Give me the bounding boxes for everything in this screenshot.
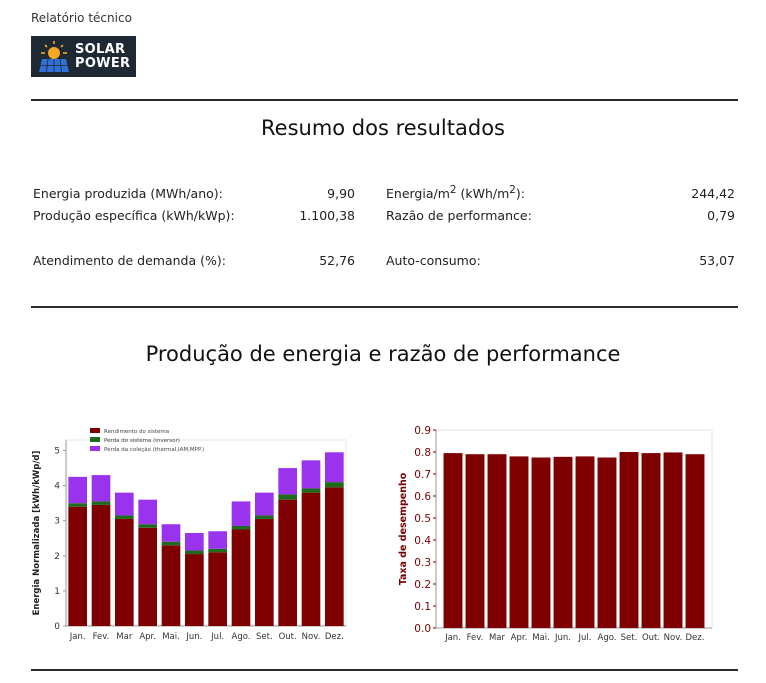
legend-swatch [90, 428, 100, 433]
x-tick-label: Nov. [663, 633, 683, 642]
legend-entry: Perda da coleção (thermal,IAM,MPP.) [104, 447, 205, 453]
bar-segment-3 [162, 524, 181, 542]
y-tick-label: 0.7 [414, 469, 431, 481]
x-tick-label: Ago. [597, 633, 617, 642]
divider [31, 99, 738, 101]
y-tick-label: 0.5 [414, 513, 431, 525]
bar [664, 452, 683, 628]
logo-wordmark: SOLAR POWER [75, 42, 131, 71]
specific-production-value: 1.100,38 [299, 208, 355, 223]
bar-segment-2 [92, 501, 111, 505]
x-tick-label: Mar [488, 633, 506, 642]
y-tick-label: 0.0 [414, 623, 431, 635]
bar-segment-3 [255, 493, 274, 516]
x-tick-label: Dez. [324, 632, 344, 642]
bar [444, 453, 463, 628]
energy-produced-label: Energia produzida (MWh/ano): [33, 186, 223, 201]
bar-segment-2 [115, 515, 134, 519]
y-tick-label: 3 [54, 516, 60, 527]
x-tick-label: Ago. [231, 632, 251, 642]
bar-segment-3 [115, 493, 134, 516]
performance-ratio-label: Razão de performance: [386, 208, 532, 223]
y-tick-label: 4 [54, 481, 60, 492]
x-tick-label: Out. [278, 632, 297, 642]
legend-entry: Rendimento do sistema [104, 429, 170, 435]
y-tick-label: 0.3 [414, 557, 431, 569]
x-tick-label: Set. [255, 632, 273, 642]
bar [620, 452, 639, 628]
bar-segment-3 [208, 531, 227, 549]
y-axis-label: Taxa de desempenho [398, 472, 409, 586]
bar-segment-2 [138, 524, 157, 528]
divider [31, 669, 738, 671]
bar [554, 457, 573, 628]
bar-segment-1 [325, 487, 344, 626]
solar-power-logo [31, 36, 136, 77]
y-tick-label: 0 [54, 622, 60, 632]
bar [488, 454, 507, 628]
energy-per-m2-label: Energia/$m^2$ $(kWh/m^2)$: [386, 184, 525, 202]
demand-coverage-value: 52,76 [319, 253, 355, 268]
specific-production-label: Produção específica (kWh/kWp): [33, 208, 235, 223]
bar-segment-2 [278, 494, 297, 499]
y-tick-label: 2 [54, 551, 60, 562]
bar-segment-1 [92, 505, 111, 626]
legend-swatch [90, 446, 100, 451]
demand-coverage-label: Atendimento de demanda (%): [33, 253, 226, 268]
legend-swatch [90, 437, 100, 442]
y-tick-label: 0.2 [414, 579, 431, 591]
x-tick-label: Jul. [211, 632, 225, 642]
bar-segment-2 [185, 551, 204, 555]
bar-segment-1 [232, 529, 251, 626]
bar-segment-3 [278, 468, 297, 494]
bar-segment-1 [278, 500, 297, 626]
energy-production-chart [28, 420, 358, 642]
bar-segment-1 [255, 519, 274, 626]
x-tick-label: Fev. [466, 633, 484, 642]
x-tick-label: Fev. [92, 632, 110, 642]
x-tick-label: Apr. [139, 632, 156, 642]
bar-segment-3 [68, 477, 87, 503]
bar [510, 456, 529, 628]
x-tick-label: Jun. [555, 633, 571, 642]
performance-ratio-value: 0,79 [707, 208, 735, 223]
performance-ratio-chart [396, 420, 720, 642]
summary-heading: Resumo dos resultados [261, 116, 505, 140]
energy-per-m2-value: 244,42 [691, 186, 735, 201]
y-axis-label: Energia Normalizada [kWh/kWp/d] [32, 450, 42, 616]
x-tick-label: Mar [116, 632, 133, 642]
energy-produced-value: 9,90 [327, 186, 355, 201]
bar-segment-1 [115, 519, 134, 626]
y-tick-label: 0.4 [414, 535, 431, 547]
bar [532, 458, 551, 629]
x-tick-label: Mai. [162, 632, 180, 642]
bar [466, 454, 485, 628]
bar-segment-1 [68, 507, 87, 626]
bar-segment-2 [208, 549, 227, 553]
bar-segment-3 [138, 500, 157, 525]
bar-segment-2 [302, 488, 321, 492]
bar-segment-1 [185, 554, 204, 626]
bar-segment-2 [232, 526, 251, 530]
x-tick-label: Nov. [301, 632, 321, 642]
bar [598, 458, 617, 629]
bar-segment-1 [138, 528, 157, 626]
x-tick-label: Dez. [685, 633, 705, 642]
y-tick-label: 0.8 [414, 447, 431, 459]
self-consumption-label: Auto-consumo: [386, 253, 481, 268]
bar-segment-2 [255, 515, 274, 519]
x-tick-label: Jul. [578, 633, 592, 642]
x-tick-label: Set. [620, 633, 638, 642]
y-tick-label: 0.9 [414, 425, 431, 437]
x-tick-label: Jan. [445, 633, 461, 642]
bar-segment-2 [325, 482, 344, 487]
y-tick-label: 0.1 [414, 601, 431, 613]
sun-panel-icon [37, 39, 73, 73]
bar-segment-3 [232, 501, 251, 526]
y-tick-label: 1 [54, 586, 60, 597]
bar-segment-2 [68, 503, 87, 507]
x-tick-label: Jun. [186, 632, 203, 642]
legend-entry: Perda do sistema (inversor) [104, 438, 180, 444]
x-tick-label: Mai. [532, 633, 550, 642]
bar-segment-1 [162, 545, 181, 626]
bar [642, 453, 661, 628]
bar-segment-2 [162, 542, 181, 546]
bar [686, 454, 705, 628]
y-tick-label: 5 [54, 446, 60, 457]
production-heading: Produção de energia e razão de performance [145, 342, 621, 366]
document-type-label: Relatório técnico [31, 11, 132, 25]
x-tick-label: Jan. [69, 632, 86, 642]
bar [576, 456, 595, 628]
x-tick-label: Out. [641, 633, 661, 642]
bar-segment-3 [92, 475, 111, 501]
y-tick-label: 0.6 [414, 491, 431, 503]
x-tick-label: Apr. [510, 633, 528, 642]
bar-segment-1 [208, 552, 227, 626]
self-consumption-value: 53,07 [699, 253, 735, 268]
bar-segment-3 [185, 533, 204, 551]
bar-segment-3 [325, 452, 344, 482]
bar-segment-3 [302, 460, 321, 488]
bar-segment-1 [302, 493, 321, 626]
divider [31, 306, 738, 308]
